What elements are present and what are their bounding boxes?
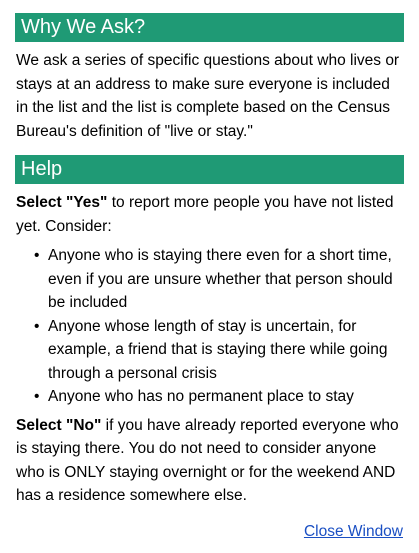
list-item — [34, 244, 404, 315]
close-window-link[interactable]: Close Window — [303, 522, 403, 540]
yes-label: Select "Yes" — [16, 194, 108, 211]
no-label: Select "No" — [16, 416, 102, 434]
list-item-text: Anyone who is staying there even for a short time, even if you are unsure whether that person should be included — [48, 247, 393, 311]
no-instructions — [16, 414, 404, 508]
help-header: Help — [15, 155, 404, 184]
dialog-footer — [15, 520, 404, 544]
no-text: if you have already reported everyone who is staying there. You do not need to consider anyone who is ONLY staying overnight or for the weekend AND has a residence somewhere else. — [16, 416, 399, 504]
list-item — [34, 315, 404, 386]
list-item-text: Anyone whose length of stay is uncertain, for example, a friend that is staying there while going through a personal crisis — [48, 317, 388, 382]
yes-text: to report more people you have not listed yet. Consider: — [16, 194, 394, 235]
consider-list — [15, 244, 404, 409]
bullet-icon: • — [34, 388, 40, 405]
list-item — [34, 385, 404, 409]
bullet-icon: • — [34, 247, 40, 264]
yes-instructions — [16, 191, 404, 238]
bullet-icon: • — [34, 317, 40, 335]
list-item-text: Anyone who has no permanent place to stay — [48, 388, 354, 405]
why-we-ask-text: We ask a series of specific questions about who lives or stays at an address to make sure everyone is included in the list and the list is complete based on the Census Bureau's definition of "live or stay." — [16, 52, 400, 140]
why-we-ask-header: Why We Ask? — [15, 13, 404, 42]
